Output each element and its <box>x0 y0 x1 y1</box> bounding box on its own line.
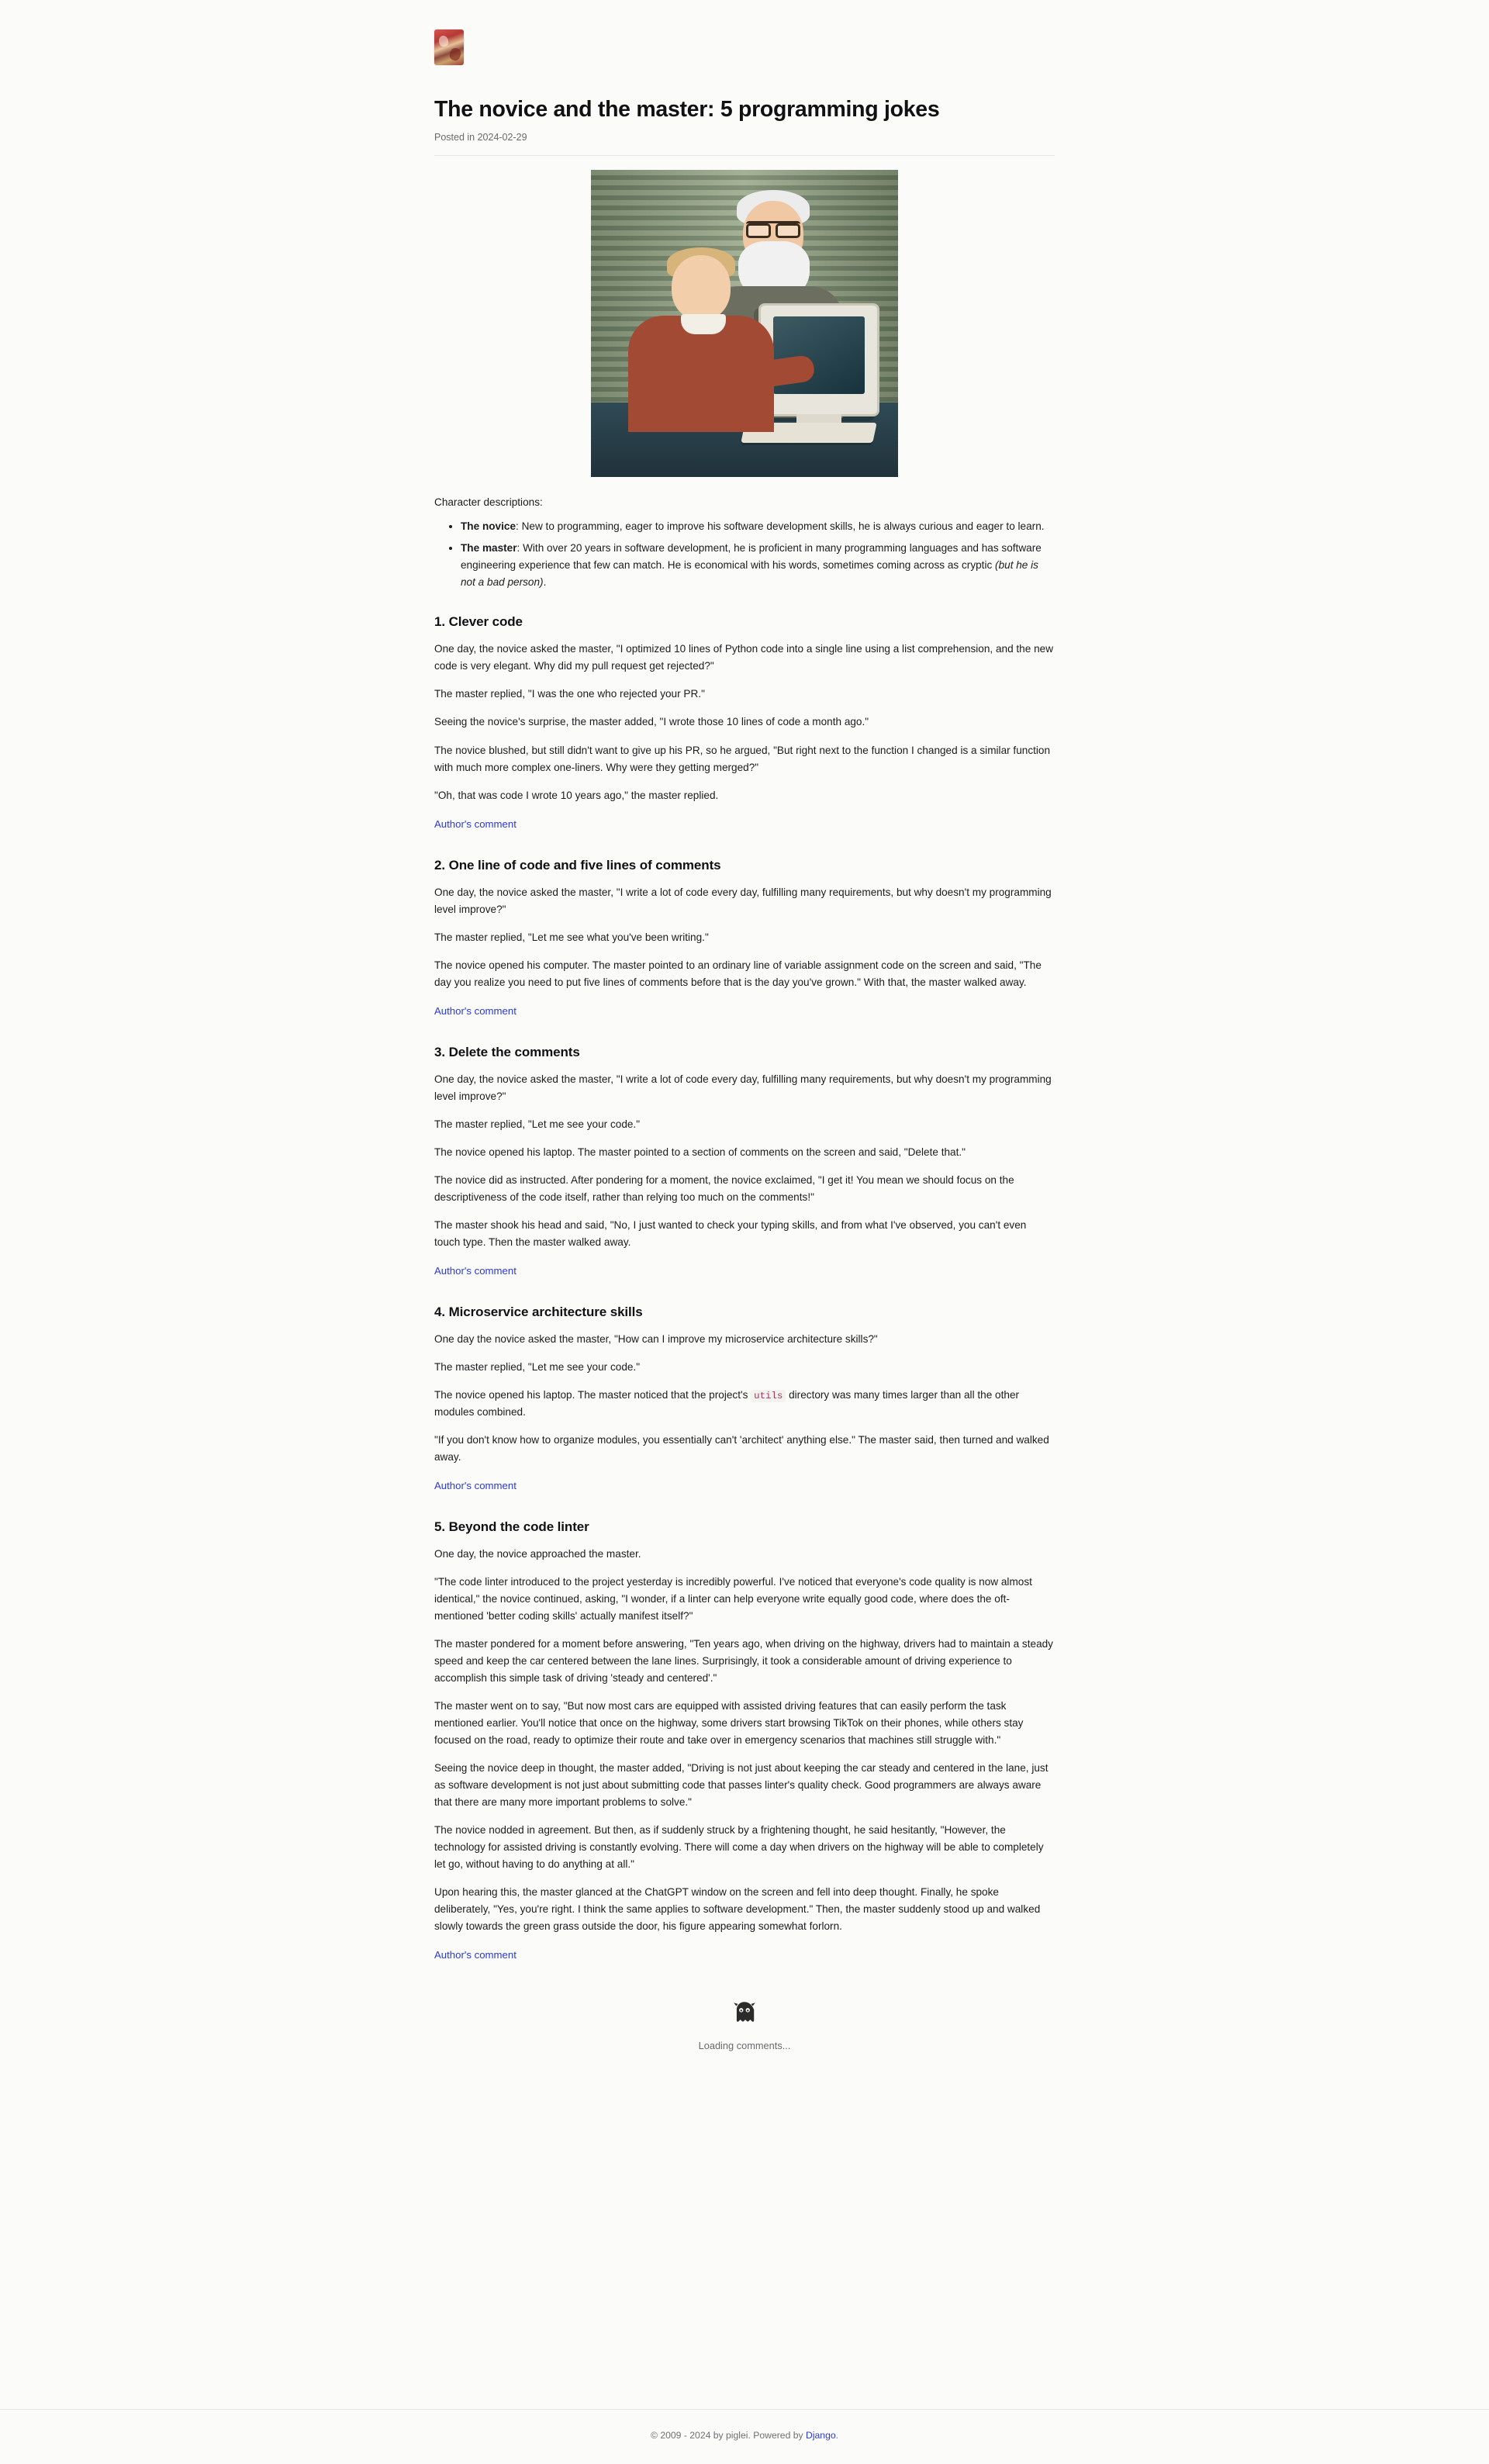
authors-comment-link[interactable]: Author's comment <box>434 1004 516 1017</box>
section-heading-3: 3. Delete the comments <box>434 1044 580 1059</box>
character-list <box>434 518 1055 591</box>
paragraph: One day, the novice asked the master, "I write a lot of code every day, fulfilling many requirements, but why doesn't my programming level improve?" <box>434 886 1052 915</box>
paragraph: "If you don't know how to organize modules, you essentially can't 'architect' anything else." The master said, then turned and walked away. <box>434 1433 1049 1463</box>
paragraph: The master shook his head and said, "No, I just wanted to check your typing skills, and from what I've observed, you can't even touch type. Then the master walked away. <box>434 1218 1027 1248</box>
novice-collar <box>681 314 726 334</box>
paragraph: The master replied, "Let me see what you've been writing." <box>434 931 709 943</box>
paragraph: The novice did as instructed. After pondering for a moment, the novice exclaimed, "I get it! You mean we should focus on the descriptiveness of the code itself, rather than relying too much on the comments!" <box>434 1173 1014 1203</box>
character-descriptions-label: Character descriptions: <box>434 496 543 508</box>
section-heading-4: 4. Microservice architecture skills <box>434 1304 643 1319</box>
list-item <box>461 518 1055 535</box>
paragraph: Seeing the novice's surprise, the master added, "I wrote those 10 lines of code a month ago." <box>434 716 869 728</box>
inline-code: utils <box>751 1390 786 1402</box>
post-meta-date: Posted in 2024-02-29 <box>434 132 1055 156</box>
site-footer <box>0 2409 1489 2464</box>
paragraph: One day, the novice approached the master. <box>434 1547 641 1560</box>
paragraph: The master replied, "Let me see your code." <box>434 1360 641 1373</box>
paragraph: "Oh, that was code I wrote 10 years ago," the master replied. <box>434 789 719 801</box>
site-logo[interactable] <box>434 29 464 65</box>
section-heading-1: 1. Clever code <box>434 614 523 630</box>
paragraph: Upon hearing this, the master glanced at the ChatGPT window on the screen and fell into deep thought. Finally, he spoke deliberately, "Yes, you're right. I think the same applies to software development." Then, the master suddenly stood up and walked slowly towards the green grass outside the door, his figure appearing somewhat forlorn. <box>434 1886 1041 1933</box>
character-name: The novice <box>461 520 516 533</box>
footer-text-after: . <box>835 2430 839 2441</box>
paragraph-with-code <box>434 1387 1055 1421</box>
paragraph-text-before-code: The novice opened his laptop. The master noticed that the project's <box>434 1388 751 1401</box>
character-desc: : With over 20 years in software development, he is proficient in many programming languages and has software engineering experience that few can match. He is economical with his words, sometimes coming across as cryptic <box>461 542 1042 572</box>
paragraph: The master pondered for a moment before answering, "Ten years ago, when driving on the highway, drivers had to maintain a steady speed and keep the car centered between the lane lines. Surprisingly, it took a considerable amount of driving experience to accomplish this simple task of driving 'steady and centered'." <box>434 1637 1053 1685</box>
paragraph: The novice blushed, but still didn't want to give up his PR, so he argued, "But right next to the function I changed is a similar function with much more complex one-liners. Why were they getting merged?" <box>434 744 1051 773</box>
paragraph: The master replied, "Let me see your code." <box>434 1118 641 1130</box>
paragraph: One day, the novice asked the master, "I optimized 10 lines of Python code into a single line using a list comprehension, and the new code is very elegant. Why did my pull request get rejected?" <box>434 643 1054 672</box>
page-title: The novice and the master: 5 programming jokes <box>434 97 940 122</box>
authors-comment-link[interactable]: Author's comment <box>434 1479 516 1491</box>
comments-loading-text: Loading comments... <box>698 2040 791 2052</box>
novice-head <box>672 255 731 320</box>
authors-comment-link[interactable]: Author's comment <box>434 1949 516 1961</box>
django-link[interactable]: Django <box>806 2430 836 2441</box>
hero-image-wrapper <box>434 170 1055 477</box>
character-desc-tail: . <box>543 576 547 589</box>
paragraph: The novice opened his computer. The master pointed to an ordinary line of variable assignment code on the screen and said, "The day you realize you need to put five lines of comments before that is the day you've grown." With that, the master walked away. <box>434 959 1042 988</box>
paragraph: "The code linter introduced to the project yesterday is incredibly powerful. I've noticed that everyone's code quality is now almost identical," the novice continued, asking, "I wonder, if a linter can help everyone write equally good code, where does the oft-mentioned 'better coding skills' actually manifest itself?" <box>434 1575 1032 1622</box>
character-desc-italic: (but he is not a bad person) <box>461 559 1038 589</box>
authors-comment-link[interactable]: Author's comment <box>434 1264 516 1277</box>
paragraph: The master went on to say, "But now most cars are equipped with assisted driving features that can easily perform the task mentioned earlier. You'll notice that once on the highway, some drivers start browsing TikTok on their phones, while others stay focused on the road, ready to optimize their route and take over in emergency scenarios that machines still struggle with." <box>434 1700 1024 1747</box>
paragraph: The master replied, "I was the one who rejected your PR." <box>434 688 705 700</box>
section-heading-5: 5. Beyond the code linter <box>434 1519 589 1534</box>
section-heading-2: 2. One line of code and five lines of comments <box>434 857 721 873</box>
list-item <box>461 540 1055 591</box>
paragraph-text-after-code: directory was many times larger than all the other modules combined. <box>434 1388 1020 1418</box>
paragraph: Seeing the novice deep in thought, the master added, "Driving is not just about keeping the car steady and centered in the lane, just as software development is not just about submitting code that passes linter's quality check. Good programmers are always aware that there are many more important problems to solve." <box>434 1762 1049 1809</box>
glasses-icon <box>746 221 800 233</box>
hero-illustration <box>591 170 898 477</box>
ghost-mascot-icon <box>731 1999 758 2026</box>
authors-comment-link[interactable]: Author's comment <box>434 817 516 830</box>
paragraph: The novice nodded in agreement. But then, as if suddenly struck by a frightening thought, he said hesitantly, "However, the technology for assisted driving is constantly evolving. There will come a day when drivers on the highway will be able to completely let go, without having to do anything at all." <box>434 1824 1044 1871</box>
footer-text-before: © 2009 - 2024 by piglei. Powered by <box>650 2430 807 2441</box>
paragraph: One day the novice asked the master, "How can I improve my microservice architecture skills?" <box>434 1332 878 1345</box>
paragraph: The novice opened his laptop. The master pointed to a section of comments on the screen and said, "Delete that." <box>434 1146 966 1158</box>
footer-copyright <box>0 2430 1489 2441</box>
character-name: The master <box>461 542 517 555</box>
character-desc: : New to programming, eager to improve his software development skills, he is always curious and eager to learn. <box>516 520 1045 533</box>
content-column <box>434 0 1055 2082</box>
comments-section <box>434 1999 1055 2082</box>
paragraph: One day, the novice asked the master, "I write a lot of code every day, fulfilling many requirements, but why doesn't my programming level improve?" <box>434 1073 1052 1102</box>
